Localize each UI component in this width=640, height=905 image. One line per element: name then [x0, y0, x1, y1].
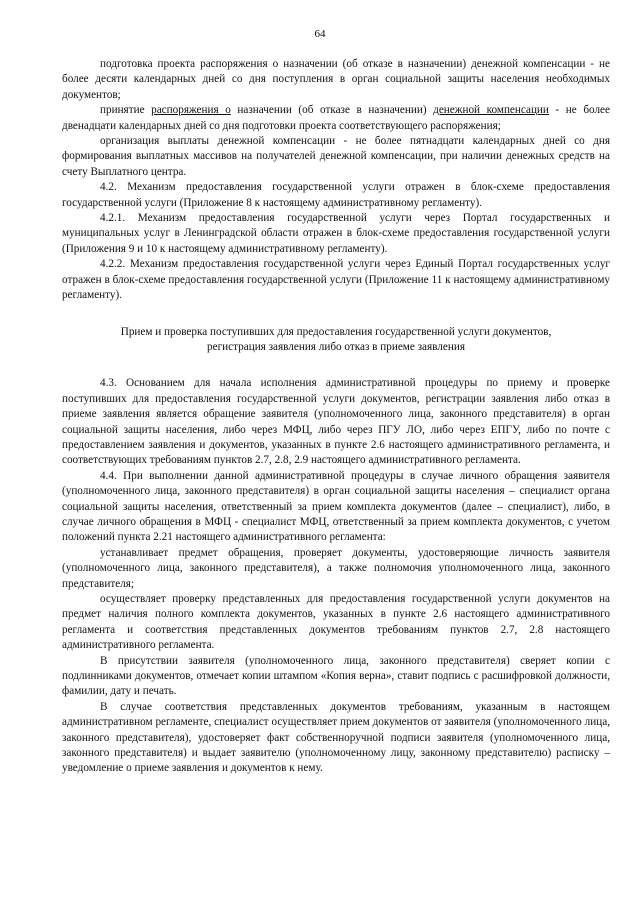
paragraph-decision	[62, 103, 610, 134]
text-fragment: - не более двенадцати календарных дней со дня подготовки проекта соответствующего распоряжения;	[62, 104, 610, 132]
paragraph-documents-check: осуществляет проверку представленных для предоставления государственной услуги документов на предмет наличия полного комплекта документов, указанных в пункте 2.6 настоящего административного регламента и соответствия представленных документов требованиям пунктов 2.7, 2.8 настоящего административного регламента.	[62, 593, 610, 652]
paragraph-4-2-1: 4.2.1. Механизм предоставления государственной услуги через Портал государственных и муниципальных услуг в Ленинградской области отражен в блок-схеме предоставления государственной услуги (Приложения 9 и 10 к настоящему административному регламенту).	[62, 212, 610, 255]
paragraph-4-2: 4.2. Механизм предоставления государственной услуги отражен в блок-схеме предоставления государственной услуги (Приложение 8 к настоящему административному регламенту).	[62, 181, 610, 209]
underlined-text: денежной компенсации	[433, 104, 549, 117]
paragraph-4-2-2: 4.2.2. Механизм предоставления государственной услуги через Единый Портал государственных услуг отражен в блок-схеме предоставления государственной услуги (Приложение 11 к настоящему административному регламенту).	[62, 258, 610, 302]
text-fragment: принятие	[100, 104, 152, 117]
section-heading-line: регистрация заявления либо отказ в приеме заявления	[207, 340, 465, 353]
document-body	[62, 57, 610, 777]
page-number: 64	[314, 28, 326, 40]
paragraph-payment: организация выплаты денежной компенсации - не более пятнадцати календарных дней со дня формирования выплатных массивов на получателей денежной компенсации, при наличии денежных средств на счету Выплатного центра.	[62, 135, 610, 178]
section-heading	[62, 325, 610, 356]
paragraph-4-3: 4.3. Основанием для начала исполнения административной процедуры по приему и проверке поступивших для предоставления государственной услуги документов, регистрации заявления либо отказ в приеме заявления является обращение заявителя (уполномоченного лица, законного представителя) в орган социальной защиты населения, либо через МФЦ, либо через ПГУ ЛО, либо через ЕПГУ, либо по почте с предоставлением заявления и документов, указанных в пункте 2.6 настоящего административного регламента, и соответствующих требованиям пунктов 2.7, 2.8, 2.9 настоящего административного регламента.	[62, 377, 610, 467]
underlined-text: распоряжения о	[151, 104, 231, 117]
paragraph-copies-verification: В присутствии заявителя (уполномоченного лица, законного представителя) сверяет копии с подлинниками документов, отмечает копии штампом «Копия верна», ставит подпись с расшифровкой должности, фамилии, дату и печать.	[62, 654, 610, 698]
section-heading-line: Прием и проверка поступивших для предоставления государственной услуги документов,	[120, 325, 552, 338]
paragraph-4-4: 4.4. При выполнении данной административной процедуры в случае личного обращения заявителя (уполномоченного лица, законного представителя) в орган социальной защиты населения – специалист органа социальной защиты населения, ответственный за прием комплекта документов (далее – специалист), либо, в случае личного обращения в МФЦ - специалист МФЦ, ответственный за прием комплекта документов, с учетом положений пункта 2.21 настоящего административного регламента:	[62, 469, 610, 544]
text-fragment: назначении (об отказе в назначении)	[230, 104, 434, 117]
paragraph-acceptance: В случае соответствия представленных документов требованиям, указанным в настоящем административном регламенте, специалист осуществляет прием документов от заявителя (уполномоченного лица, законного представителя), удостоверяет факт собственноручной подписи заявителя (уполномоченного лица, законного представителя) и выдает заявителю (уполномоченному лицу, законному представителю) расписку – уведомление о приеме заявления и документов к нему.	[62, 700, 610, 775]
paragraph-draft-order: подготовка проекта распоряжения о назначении (об отказе в назначении) денежной компенсации - не более десяти календарных дней со дня поступления в орган социальной защиты населения необходимых документов;	[62, 58, 610, 101]
paragraph-identity-check: устанавливает предмет обращения, проверяет документы, удостоверяющие личность заявителя (уполномоченного лица, законного представителя), а также полномочия уполномоченного лица, законного представителя;	[62, 546, 610, 590]
